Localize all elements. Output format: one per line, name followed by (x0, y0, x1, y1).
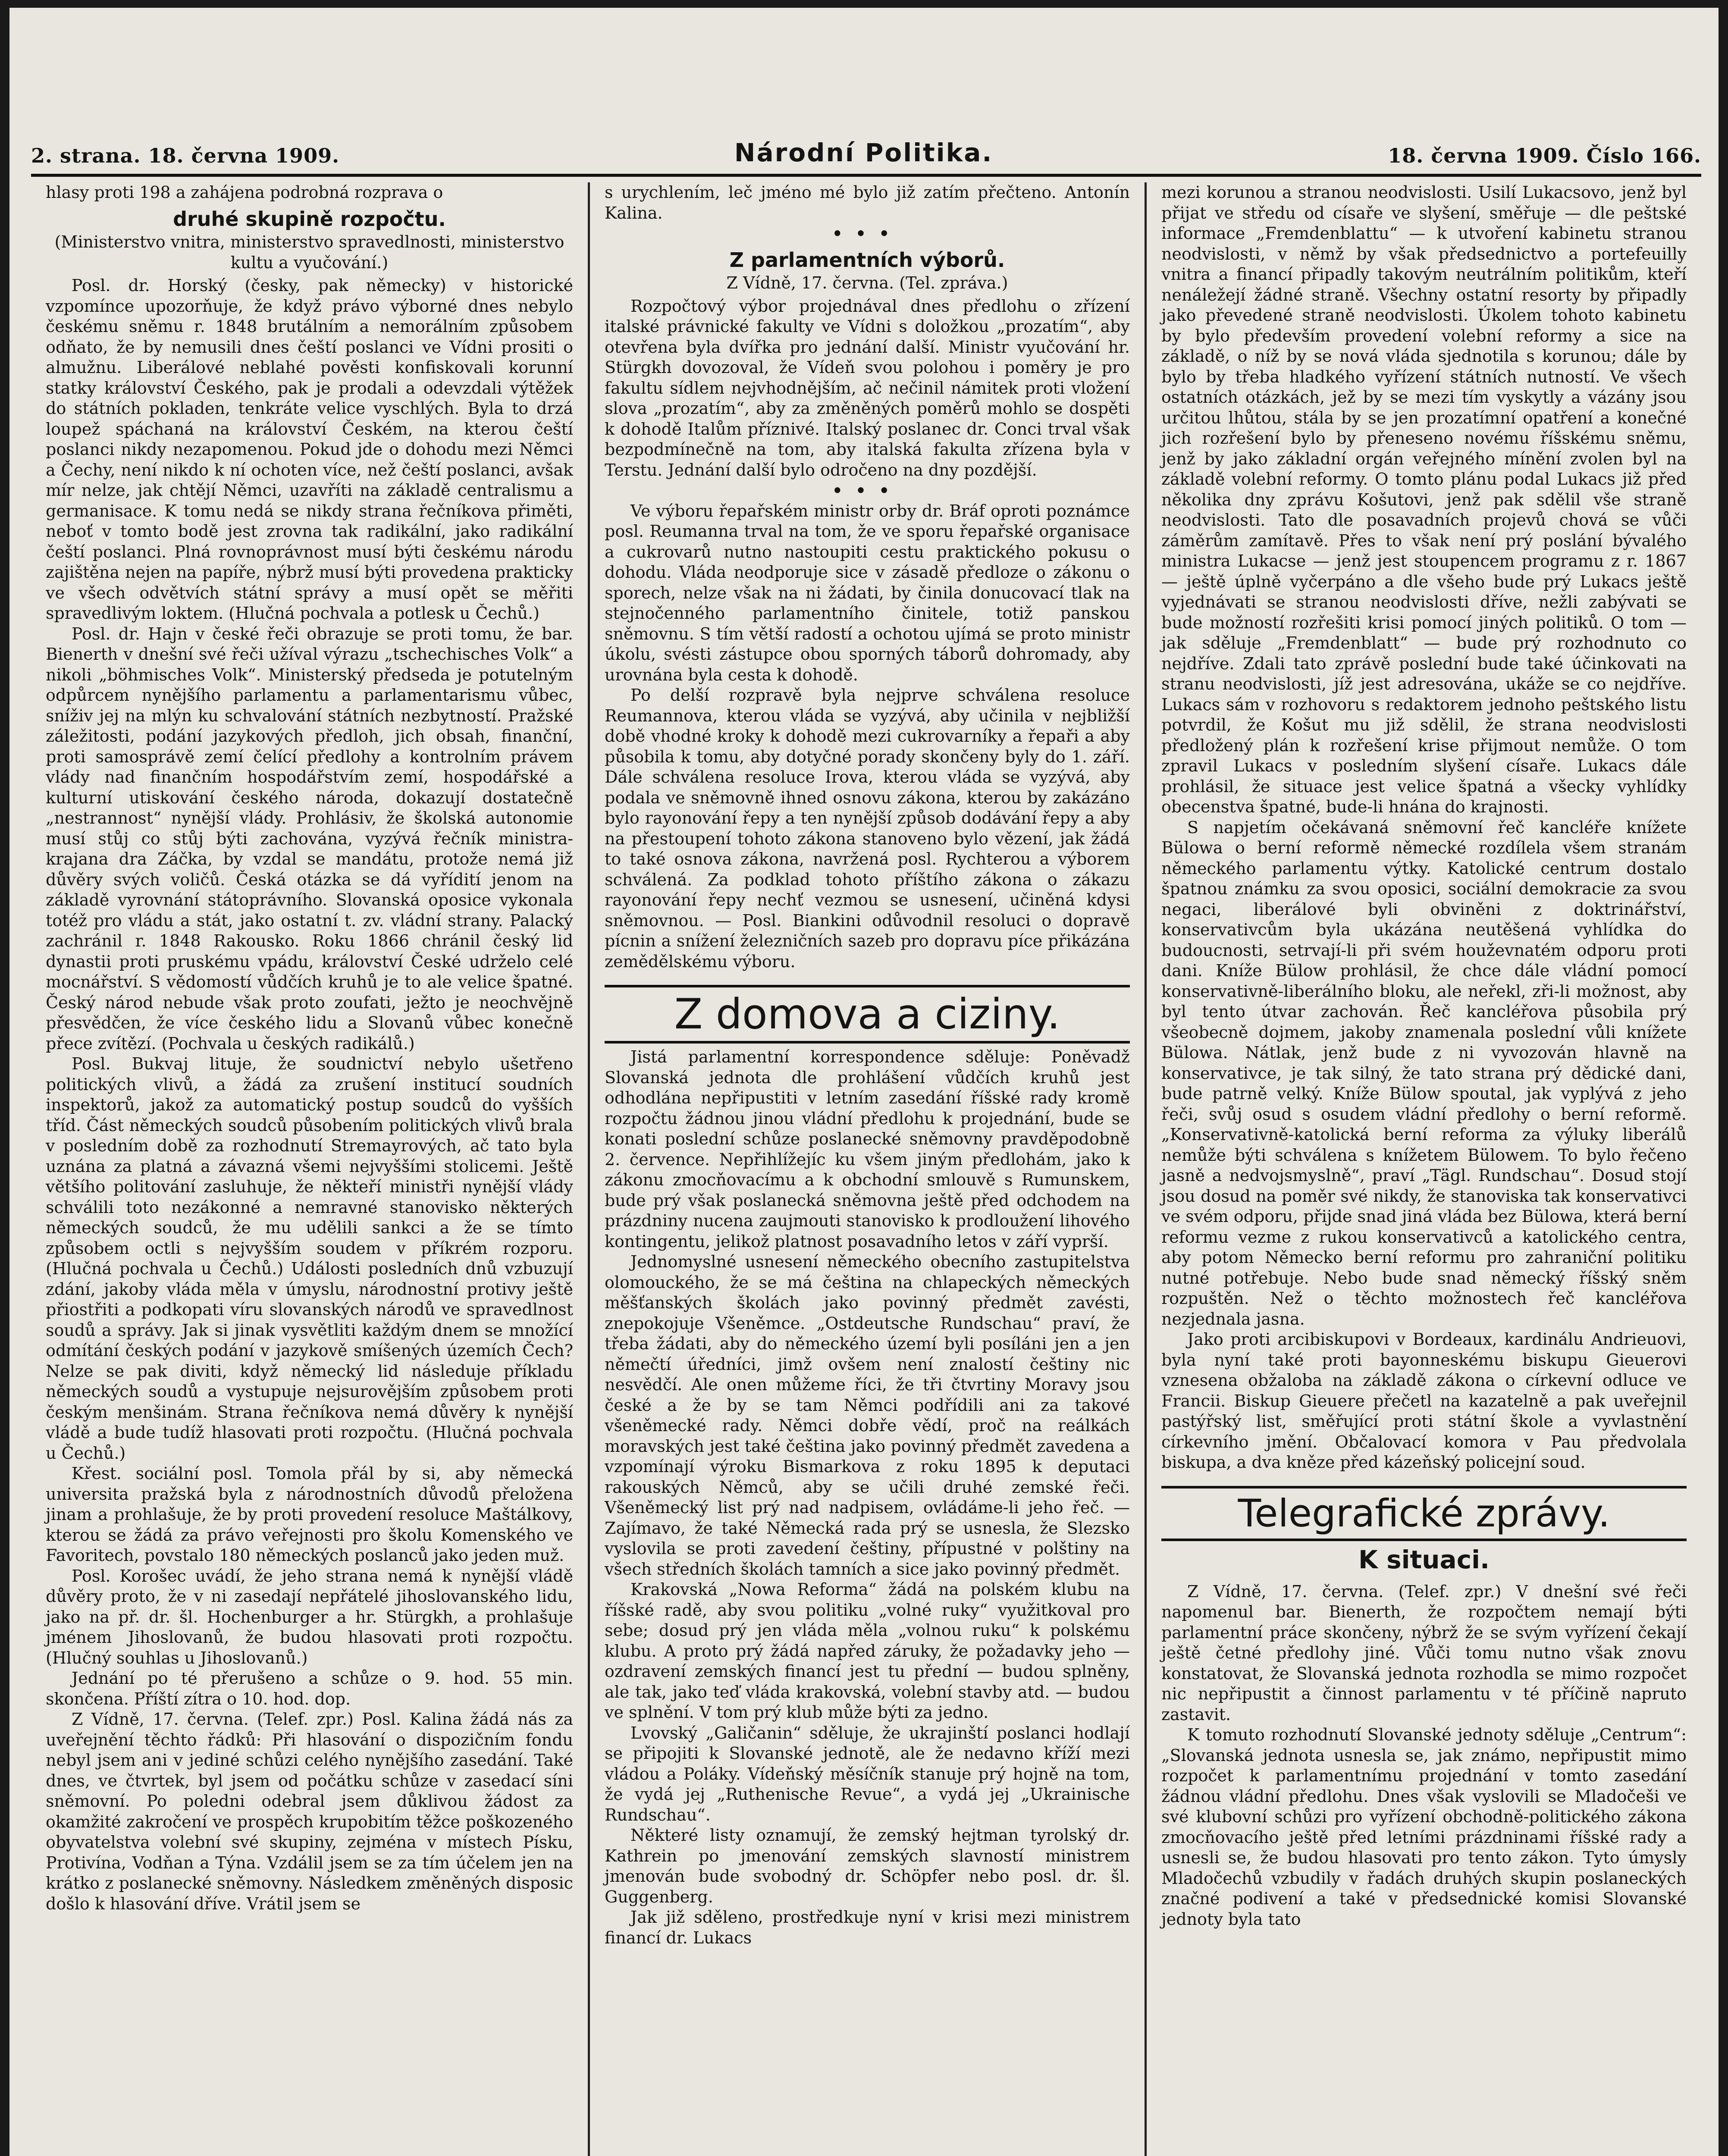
col2-paragraph: Jistá parlamentní korrespondence sděluje: Poněvadž Slovanská jednota dle prohlášení vůdčích kruhů jest odhodlána nepřipustiti v letním zasedání říšské rady kromě rozpočtu žádnou jinou vládní předlohu k projednání, bude se konati poslední schůze poslanecké sněmovny pravděpodobně 2. července. Nepřihlížejíc ku všem jiným předlohám, jako k zákonu zmocňovacímu a k obchodní smlouvě s Rumunskem, bude prý však poslanecká sněmovna ještě před odchodem na prázdniny nucena zaujmouti stanovisko k prodloužení lihového kontingentu, jelikož platnost posavadního letos v září vyprší. (605, 1047, 1130, 1251)
header-title: Národní Politika. (734, 138, 993, 167)
section-subtitle-situace: K situaci. (1358, 1545, 1490, 1574)
col3-paragraph: S napjetím očekávaná sněmovní řeč kancléře knížete Bülowa o berní reformě německé rozdílela všem stranám německého parlamentu výtky. Katolické centrum dostalo špatnou známku za svou oposici, sociální demokracie za svou negaci, liberálové byli obviněni z doktrinářství, konservativcům byla ukázána neutěšená vyhlídka do budoucnosti, setrvají-li při svém houževnatém odporu proti dani. Kníže Bülow prohlásil, že chce dále vládní pomocí konservativně-liberálního bloku, ale neřekl, zři-li možnost, aby byl tento útvar zachován. Řeč kancléřova působila prý všeobecně dojmem, jakoby znamenala poslední vůli knížete Bülowa. Nátlak, jenž bude z ni vyvozován hlavně na konservativce, je tak silný, že tato strana prý dědické dani, bude patrně velký. Kníže Bülow spoutal, jak vyplývá z jeho řeči, svůj osud s osudem vládní předlohy o berní reformě. „Konservativně-katolická berní reforma za výluky liberálů nemůže býti schválena s knížetem Bülowem. To bylo řečeno jasně a nedvojsmyslně“, praví „Tägl. Rundschau“. Dosud stojí jsou dosud na poměr své nikdy, že stanoviska tak konservativci ve svém odporu, přijde snad jiná vláda bez Bülowa, která berní reformu vezme z rukou konservativců a katolického centra, aby potom Německo berní reformu pro zahraniční politiku nutné potřebuje. Nebo bude snad německý říšský sněm rozpuštěn. Než o těchto možnostech řeč kancléřova nezjednala jasna. (1161, 818, 1687, 1329)
col1-paragraph: Jednání po té přerušeno a schůze o 9. hod. 55 min. skončena. Příští zítra o 10. hod. dop. (46, 1669, 573, 1708)
col3-paragraph: Jako proti arcibiskupovi v Bordeaux, kardinálu Andrieuovi, byla nyní také proti bayonneskému biskupu Gieuerovi vznesena obžaloba na základě zákona o církevní odluce ve Francii. Biskup Gieuere přečetl na kazatelně a pak uveřejnil pastýřský list, směřující proti státní škole a vyvlastnění církevního jmění. Občalovací komora v Pau předvolala biskupa, a dva kněze před kázeňský policejní soud. (1161, 1330, 1687, 1472)
section-title-domov: Z domova a ciziny. (605, 985, 1130, 1044)
col3-paragraph: mezi korunou a stranou neodvislosti. Usilí Lukacsovo, jenž byl přijat ve středu od císaře ve slyšení, směřuje — dle peštské informace „Fremdenblattu“ — k utvoření kabinetu stranou neodvislosti, v němž by však předsednictvo a portefeuilly vnitra a financí připadly takovým neutrálním politikům, kteří nenáležejí žádné straně. Všechny ostatní resorty by připadly jako převedené straně neodvislosti. Úkolem tohoto kabinetu by bylo především provedení volební reformy a sice na základě, o níž by se nová vláda sjednotila s korunou; dále by bylo by třeba hladkého vyřízení státních nutností. Ve všech ostatních otázkách, jež by se mezi tím vyskytly a vázány jsou určitou lhůtou, stála by se jen prozatímní opatření a konečné jich rozřešení bylo by přeneseno novému říšskému sněmu, jenž by jako základní orgán veřejného mínění zvolen byl na základě volební reformy. O tomto plánu podal Lukacs již před několika dny zprávu Košutovi, jenž pak sdělil vše straně neodvislosti. Tato dle posavadních projevů chová se vůči záměrům zamítavě. Přes to však není prý poslání bývalého ministra Lukacse — jenž jest stoupencem programu z r. 1867 — ještě úplně vyčerpáno a dle všeho bude prý Lukacs ještě vyjednávati se stranou neodvislosti dříve, nežli zabývati se bude možností rozřešiti krisi pomocí jiných politiků. O tom — jak sděluje „Fremdenblatt“ — bude prý rozhodnuto co nejdříve. Zdali tato zprávě poslední bude také účinkovati na stranu neodvislosti, jíž jest adresována, ukáže se co nejdříve. Lukacs sám v rozhovoru s redaktorem jednoho peštského listu potvrdil, že Košut mu již sdělil, že strana neodvislosti předložený plán k rozřešení krise přijmout nemůže. O tom zpravil Lukacs v posledním slyšení císaře. Lukacs dále prohlásil, že situace jest velice špatná a všecky vyhlídky obecenstva špatné, bude-li hnána do krajnosti. (1161, 183, 1687, 816)
col3-paragraph: K tomuto rozhodnutí Slovanské jednoty sděluje „Centrum“: „Slovanská jednota usnesla se, jak známo, nepřipustit mimo rozpočet k parlamentnímu projednání v tomto zasedání žádnou vládní předlohu. Dnes však vyslovili se Mladočeši ve své klubovní schůzi pro vyřízení obchodně-politického zákona zmocňovacího ještě před letními prázdninami říšské rady a usnesli se, že budou hlasovati pro tento zákon. Tyto úmysly Mladočechů vzbudily v řadách druhých skupin poslaneckých značné podivení a také v předsednické komisi Slovanské jednoty byla tato (1161, 1725, 1687, 1929)
col2-paragraph: Jednomyslné usnesení německého obecního zastupitelstva olomouckého, že se má čeština na chlapeckých německých měšťanských školách jako povinný předmět zavésti, znepokojuje Všeněmce. „Ostdeutsche Rundschau“ praví, že třeba žádati, aby do německého území byli posíláni jen a jen němečtí úředníci, jimž ovšem není znalostí češtiny nic nesvědčí. Ale onen můžeme říci, že tři čtvrtiny Moravy jsou české a že by se tam Němci podřídili ani za takové všeněmecké rady. Němci dobře vědí, proč na reálkách moravských jest také čeština jako povinný předmět zavedena a vzpomínají výroku Bismarkova z roku 1895 k deputaci rakouských Němců, aby se učili druhé zemské řeči. Všeněmecký list prý nad nadpisem, ovládáme-li jeho řeč. — Zajímavo, že také Německá rada prý se usnesla, že Slezsko vyslovila se proti zavedení češtiny, přípustné v polštiny na všech středních školách tamních a sice jako povinný předmět. (605, 1252, 1130, 1579)
col2-paragraph: Některé listy oznamují, že zemský hejtman tyrolský dr. Kathrein po jmenování zemských slavností ministrem jmenován bude svobodný dr. Schöpfer nebo posl. dr. šl. Guggenberg. (605, 1826, 1130, 1906)
col2-paragraph: s urychlením, leč jméno mé bylo již zatím přečteno. Antonín Kalina. (605, 183, 1130, 222)
col2-heading: Z parlamentních výborů. (729, 248, 1005, 272)
column-3 (1145, 182, 1701, 2156)
col2-dateline: Z Vídně, 17. června. (Tel. zpráva.) (726, 273, 1008, 292)
col2-paragraph: Po delší rozpravě byla nejprve schválena resoluce Reumannova, kterou vláda se vyzývá, aby učinila v nejbližší době vhodné kroky k dohodě mezi cukrovarníky a řepaři a aby působila k tomu, aby dotyčné porady skončeny byly do 1. září. Dále schválena resoluce Irova, kterou vláda se vyzývá, aby podala ve sněmovně ihned osnovu zákona, kterou by zakázáno bylo rayonování řepy a ten nynější způsob dodávání řepy a aby na přestoupení tohoto zákona stanoveno bylo vězení, jak žádá to také osnova zákona, navržená posl. Rychterou a výborem schválená. Za podklad tohoto příštího zákona o zákazu rayonování řepy nechť vezmou se usnesení, učiněná kdysi sněmovnou. — Posl. Biankini odůvodnil resoluci o dopravě pícnin a snížení železničních sazeb pro dopravu píce přikázána zemědělskému výboru. (605, 686, 1130, 971)
col1-paragraph: Posl. dr. Horský (česky, pak německy) v historické vzpomínce upozorňuje, že když právo výborné dnes nebylo českému sněmu r. 1848 brutálním a nemorálním způsobem odňato, že by nemusili dnes čeští poslanci ve Vídni prositi o almužnu. Liberálové neblahé pověsti konfiskovali korunní statky království Českého, pak je prodali a odevzdali výtěžek do státních pokladen, tenkráte velice vyschlých. Byla to drzá loupež spáchaná na království Českém, na kterou čeští poslanci nikdy nezapomenou. Pokud jde o dohodu mezi Němci a Čechy, není nikdo k ní ochoten více, než čeští poslanci, avšak mír nelze, jak chtějí Němci, uzavříti na základě centralismu a germanisace. K tomu nedá se nikdy strana řečníkova přiměti, neboť v tomto bodě jest zrovna tak radikální, jako radikální čeští poslanci. Plná rovnoprávnost musí býti českému národu zajištěna nejen na papíře, nýbrž musí býti provedena prakticky ve všech odvětvích státní správy a musí opět se měřiti spravedlivým loktem. (Hlučná pochvala a potlesk u Čechů.) (46, 276, 573, 623)
col1-paragraph: Posl. Korošec uvádí, že jeho strana nemá k nynější vládě důvěry proto, že v ni zasedají nepřátelé jihoslovanského lidu, jako na př. dr. šl. Hochenburger a hr. Stürgkh, a prohlašuje jménem Jihoslovanů, že budou hlasovati proti rozpočtu. (Hlučný souhlas u Jihoslovanů.) (46, 1566, 573, 1667)
header-issue: 18. června 1909. Číslo 166. (1388, 144, 1701, 167)
col1-paragraph: Křest. sociální posl. Tomola přál by si, aby německá universita pražská byla z národnostních důvodů přeložena jinam a prohlašuje, že by proti provedení resoluce Maštálkovy, kterou se žádá za právo veřejnosti pro školu Komenského ve Favoritech, povstalo 180 německých poslanců jako jeden muž. (46, 1464, 573, 1565)
column-1 (31, 182, 588, 2156)
col1-paragraph: Posl. Bukvaj lituje, že soudnictví nebylo ušetřeno politických vlivů, a žádá za zrušení institucí soudních inspektorů, jakož za automatický postup soudců do vyšších tříd. Část německých soudců působením politických vlivů brala v posledním době za rozhodnutí Stremayrových, ač tato byla uznána za platná a závazná všemi nejvyššími stolicemi. Ještě většího politování zasluhuje, že někteří ministři nynější vlády schválili toto nezákonné a nemravné stanovisko některých německých soudců, že mu udělili sankci a že se tímto způsobem octli s nejvyšším soudem v příkrém rozporu. (Hlučná pochvala u Čechů.) Události posledních dnů vzbuzují zdání, jakoby vláda měla v úmyslu, národnostní protivy ještě přiostřiti a podkopati víru slovanských národů ve spravedlnost soudů a správy. Jak si jinak vysvětliti každým dnem se množící odmítání českých podání v jazykově smíšených územích Čech? Nelze se pak diviti, když německý lid následuje příkladu německých soudů a vystupuje nejsurovějším způsobem proti českým menšinám. Strana řečníkova nemá důvěry k nynější vládě a bude tudíž hlasovati proti rozpočtu. (Hlučná pochvala u Čechů.) (46, 1054, 573, 1463)
columns (31, 182, 1701, 2156)
section-title-telegraficke: Telegrafické zprávy. (1161, 1486, 1687, 1541)
separator-dots: ••• (832, 224, 903, 243)
col1-paragraph: Posl. dr. Hajn v české řeči obrazuje se proti tomu, že bar. Bienerth v dnešní své řeči užíval výrazu „tschechisches Volk“ a nikoli „böhmisches Volk“. Ministerský předseda je potutelným odpůrcem nynějšího parlamentu a parlamentarismu vůbec, sníživ jej na mlýn ku schvalování státních nezbytností. Pražské záležitosti, podání jazykových předloh, jich obsah, finanční, proti samosprávě zemí čelící předlohy a kontrolním právem vlády nad finančním hospodářstvím zemí, hospodářské a kulturní utiskování českého národa, dokazují dostatečně „nestrannost“ nynější vlády. Prohlásiv, že školská autonomie musí stůj co stůj býti zachována, vyzývá řečník ministra-krajana dra Záčka, by vzdal se mandátu, protože nemá již důvěry svých voličů. Česká otázka se dá vyřídití jenom na základě vyrovnání státoprávního. Slovanská oposice vykonala totéž pro vládu a stát, jako ostatní t. zv. vládní strany. Palacký zachránil r. 1848 Rakousko. Roku 1866 chránil český lid dynastii proti pruskému vpádu, království České udrželo celé mocnářství. S vědomostí vůdčích kruhů je to ale velice špatné. Český národ nebude však proto zoufati, ježto je neochvějně přesvědčen, že více českého lidu a Slovanů vůbec konečně přece zvítězí. (Pochvala u českých radikálů.) (46, 624, 573, 1053)
col1-intro: hlasy proti 198 a zahájena podrobná rozprava o (46, 183, 443, 202)
header-page-date: 2. strana. 18. června 1909. (31, 144, 340, 167)
col1-paragraph: Z Vídně, 17. června. (Telef. zpr.) Posl. Kalina žádá nás za uveřejnění těchto řádků: Při hlasování o dispozičním fondu nebyl jsem ani v jediné schůzi celého nynějšího zasedání. Také dnes, ve čtvrtek, byl jsem od počátku schůze v zasedací síni sněmovní. Po poledni odebral jsem důklivou žádost za okamžité zakročení ve prospěch krupobitím těžce poškozeného obyvatelstva volební své skupiny, zejména v místech Písku, Protivína, Vodňan a Týna. Vzdálil jsem se za tím účelem jen na krátko z poslanecké sněmovny. Následkem změněných disposic došlo k hlasování dříve. Vrátil jsem se (46, 1710, 573, 1913)
col2-paragraph: Rozpočtový výbor projednával dnes předlohu o zřízení italské právnické fakulty ve Vídni s doložkou „prozatím“, aby otevřena byla dvířka pro jednání další. Ministr vyučování hr. Stürgkh dovozoval, že Vídeň svou polohou i poměry je pro fakultu sídlem nejvhodnějším, ač nečinil námitek proti vložení slova „prozatím“, aby za změněných poměrů mohlo se dospěti k dohodě Italům příznivé. Italský poslanec dr. Conci trval však bezpodmínečně na tom, aby italská fakulta zřízena byla v Terstu. Jednání další bylo odročeno na dny pozdější. (605, 296, 1130, 479)
column-2 (588, 182, 1145, 2156)
newspaper-page (9, 8, 1719, 2156)
col1-subheading: (Ministerstvo vnitra, ministerstvo spravedlnosti, ministerstvo kultu a vyučování.) (54, 232, 565, 272)
col2-paragraph: Krakovská „Nowa Reforma“ žádá na polském klubu na říšské radě, aby svou politiku „volné ruky“ využitkoval pro sebe; dosud prý jen vláda měla „volnou ruku“ k polskému klubu. A proto prý žádá napřed záruky, že požadavky jeho — ozdravení zemských financí jest tu přední — budou splněny, ale tak, jako teď vláda krakovská, volební stavby atd. — budou ve splnění. V tom prý klub může býti za jedno. (605, 1580, 1130, 1722)
header-rule (31, 174, 1701, 177)
page-header (31, 137, 1701, 167)
col2-paragraph: Jak již sděleno, prostředkuje nyní v krisi mezi ministrem financí dr. Lukacs (605, 1908, 1130, 1947)
col2-paragraph: Ve výboru řepařském ministr orby dr. Bráf oproti poznámce posl. Reumanna trval na tom, že ve sporu řepařské organisace a cukrovarů nutno nastoupiti cestu praktického pokusu o dohodu. Vláda neodporuje sice v zásadě předloze o zákonu o sporech, nelze však na ni žádati, by činila donucovací tlak na stejnočenného parlamentního činitele, totiž panskou sněmovnu. S tím větší radostí a ochotou ujímá se proto ministr úkolu, svésti zástupce obou sporných táborů dohromady, aby urovnána byla cesta k dohodě. (605, 501, 1130, 684)
col3-paragraph: Z Vídně, 17. června. (Telef. zpr.) V dnešní své řeči napomenul bar. Bienerth, že rozpočtem nemají býti parlamentní práce skončeny, nýbrž že se svým vyřízení čekají ještě četné předlohy jiné. Vůči tomu nutno však znovu konstatovat, že Slovanská jednota rozhodla se mimo rozpočet nic nepřipustit a činnost parlamentu v té příčině napruto zastavit. (1161, 1582, 1687, 1724)
col1-heading: druhé skupině rozpočtu. (173, 207, 446, 231)
separator-dots: ••• (832, 481, 903, 500)
col2-paragraph: Lvovský „Galičanin“ sděluje, že ukrajinští poslanci hodlají se připojiti k Slovanské jednotě, ale že nedavno kříží mezi vládou a Poláky. Vídeňský měsíčník stanuje prý hojně na tom, že vydá jej „Ruthenische Revue“, a vydá jej „Ukrainische Rundschau“. (605, 1723, 1130, 1824)
